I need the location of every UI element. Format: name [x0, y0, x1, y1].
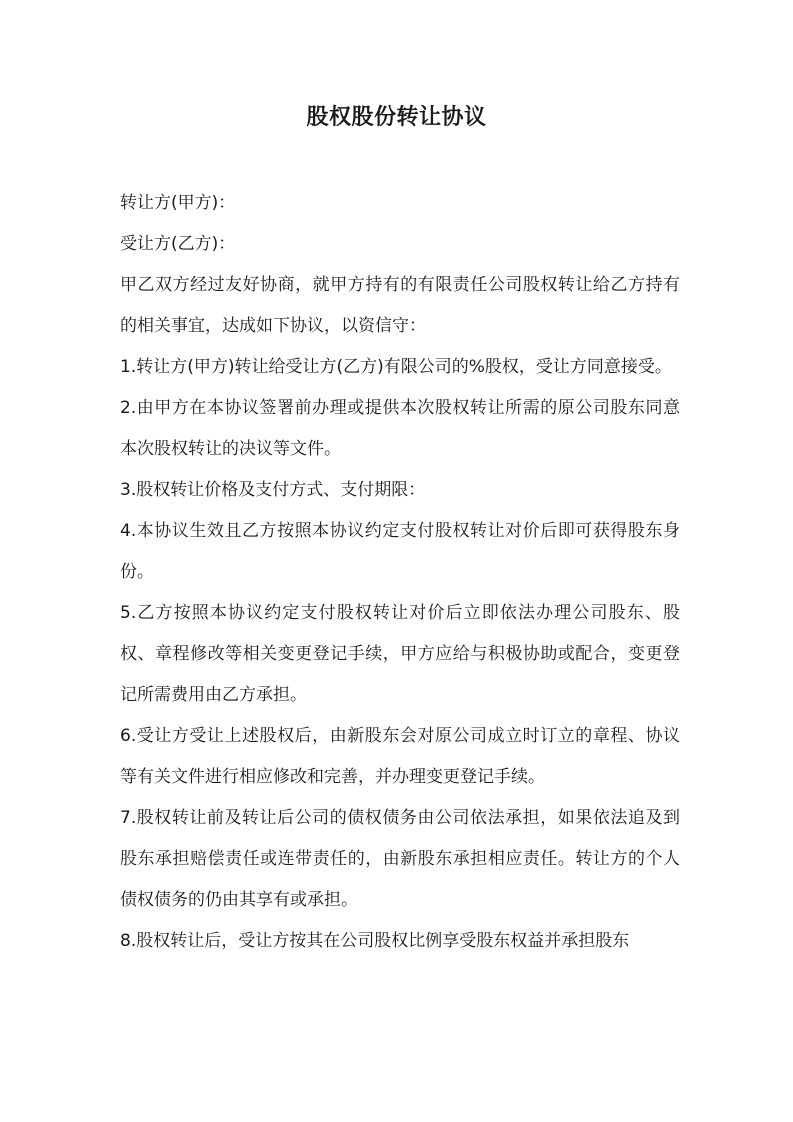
clause-6: 6.受让方受让上述股权后，由新股东会对原公司成立时订立的章程、协议等有关文件进行相应修改和完善，并办理变更登记手续。 — [120, 726, 680, 787]
party-b-line: 受让方(乙方)： — [120, 234, 236, 254]
preamble-paragraph: 甲乙双方经过友好协商，就甲方持有的有限责任公司股权转让给乙方持有的相关事宜，达成如下协议，以资信守： — [120, 275, 680, 336]
clause-5: 5.乙方按照本协议约定支付股权转让对价后立即依法办理公司股东、股权、章程修改等相关变更登记手续，甲方应给与积极协助或配合，变更登记所需费用由乙方承担。 — [120, 603, 680, 705]
clause-4: 4.本协议生效且乙方按照本协议约定支付股权转让对价后即可获得股东身份。 — [120, 521, 680, 582]
clause-1: 1.转让方(甲方)转让给受让方(乙方)有限公司的%股权，受让方同意接受。 — [120, 357, 672, 377]
clause-2: 2.由甲方在本协议签署前办理或提供本次股权转让所需的原公司股东同意本次股权转让的决议等文件。 — [120, 398, 680, 459]
clause-3: 3.股权转让价格及支付方式、支付期限： — [120, 480, 426, 500]
clause-8: 8.股权转让后，受让方按其在公司股权比例享受股东权益并承担股东 — [120, 931, 630, 951]
party-a-line: 转让方(甲方)： — [120, 193, 236, 213]
document-body — [120, 183, 680, 962]
document-title: 股权股份转让协议 — [306, 105, 487, 130]
clause-7: 7.股权转让前及转让后公司的债权债务由公司依法承担，如果依法追及到股东承担赔偿责任或连带责任的，由新股东承担相应责任。转让方的个人债权债务的仍由其享有或承担。 — [120, 808, 680, 910]
